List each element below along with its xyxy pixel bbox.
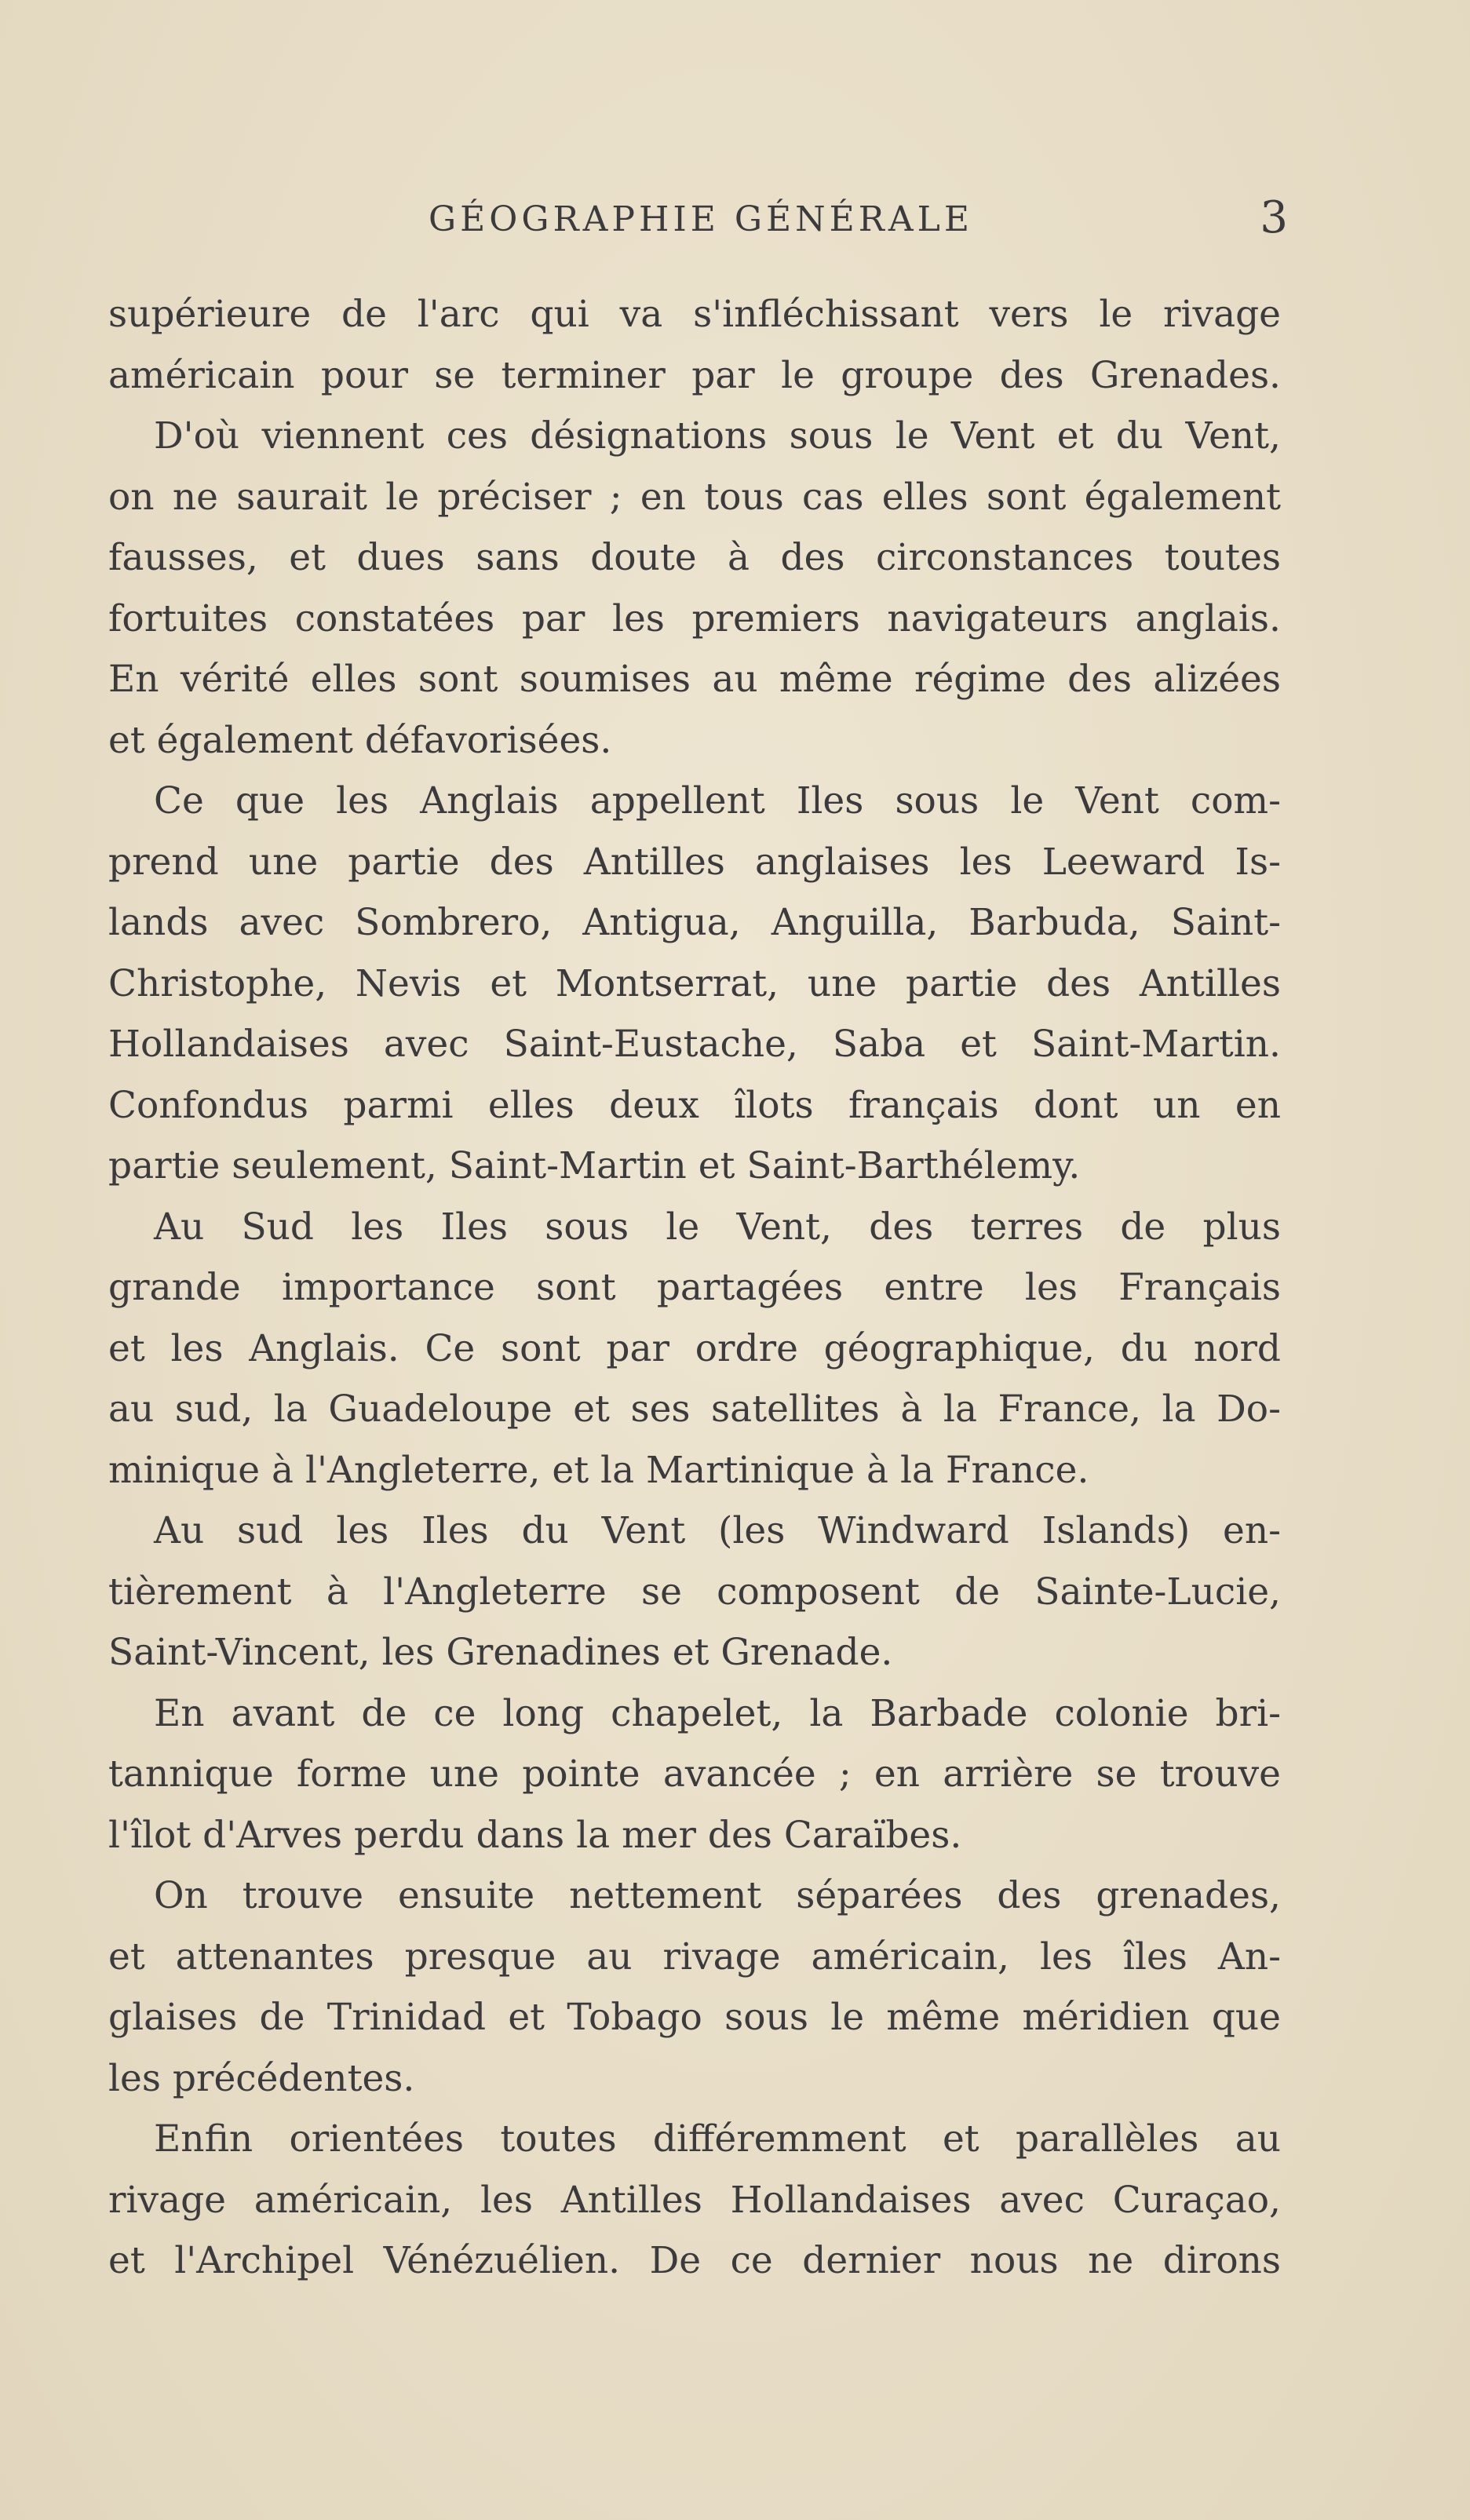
text-line: Au sud les Iles du Vent (les Windward Islands) en- — [154, 1509, 1281, 1552]
running-head — [108, 192, 1288, 243]
text-line: En avant de ce long chapelet, la Barbade colonie bri- — [154, 1691, 1281, 1735]
text-line: les précédentes. — [108, 2056, 415, 2100]
text-line: Christophe, Nevis et Montserrat, une partie des Antilles — [108, 961, 1281, 1005]
page-number: 3 — [1260, 192, 1288, 243]
text-line: grande importance sont partagées entre les Français — [108, 1266, 1281, 1309]
text-line: et l'Archipel Vénézuélien. De ce dernier nous ne dirons — [108, 2239, 1281, 2282]
text-line: fausses, et dues sans doute à des circonstances toutes — [108, 536, 1281, 579]
text-line: Confondus parmi elles deux îlots français dont un en — [108, 1083, 1281, 1127]
text-line: Hollandaises avec Saint-Eustache, Saba et Saint-Martin. — [108, 1023, 1281, 1066]
text-line: lands avec Sombrero, Antigua, Anguilla, Barbuda, Saint- — [108, 901, 1281, 944]
text-line: et également défavorisées. — [108, 718, 612, 762]
text-line: glaises de Trinidad et Tobago sous le même méridien que — [108, 1996, 1281, 2039]
text-line: On trouve ensuite nettement séparées des grenades, — [154, 1874, 1281, 1917]
text-line: tannique forme une pointe avancée ; en arrière se trouve — [108, 1752, 1281, 1796]
text-line: rivage américain, les Antilles Hollandaises avec Curaçao, — [108, 2178, 1281, 2222]
text-line: Au Sud les Iles sous le Vent, des terres de plus — [154, 1205, 1281, 1249]
text-line: En vérité elles sont soumises au même régime des alizées — [108, 658, 1281, 701]
text-line: tièrement à l'Angleterre se composent de Sainte-Lucie, — [108, 1570, 1281, 1614]
running-head-title: GÉOGRAPHIE GÉNÉRALE — [429, 199, 973, 239]
text-line: D'où viennent ces désignations sous le Vent et du Vent, — [154, 414, 1281, 458]
text-line: Ce que les Anglais appellent Iles sous le Vent com- — [154, 779, 1281, 822]
text-line: prend une partie des Antilles anglaises les Leeward Is- — [108, 840, 1281, 884]
text-line: partie seulement, Saint-Martin et Saint-Barthélemy. — [108, 1144, 1081, 1187]
text-line: Enfin orientées toutes différemment et parallèles au — [154, 2117, 1281, 2161]
text-line: on ne saurait le préciser ; en tous cas elles sont également — [108, 475, 1281, 519]
text-line: au sud, la Guadeloupe et ses satellites à la France, la Do- — [108, 1388, 1281, 1431]
text-line: fortuites constatées par les premiers navigateurs anglais. — [108, 596, 1281, 640]
text-line: minique à l'Angleterre, et la Martinique à la France. — [108, 1448, 1089, 1492]
text-line: l'îlot d'Arves perdu dans la mer des Caraïbes. — [108, 1813, 962, 1857]
text-line: Saint-Vincent, les Grenadines et Grenade. — [108, 1631, 893, 1674]
text-line: américain pour se terminer par le groupe des Grenades. — [108, 353, 1281, 397]
text-line: et attenantes presque au rivage américain, les îles An- — [108, 1935, 1281, 1978]
body-text — [108, 284, 1281, 2292]
text-line: et les Anglais. Ce sont par ordre géographique, du nord — [108, 1326, 1281, 1370]
text-line: supérieure de l'arc qui va s'infléchissant vers le rivage — [108, 293, 1281, 336]
